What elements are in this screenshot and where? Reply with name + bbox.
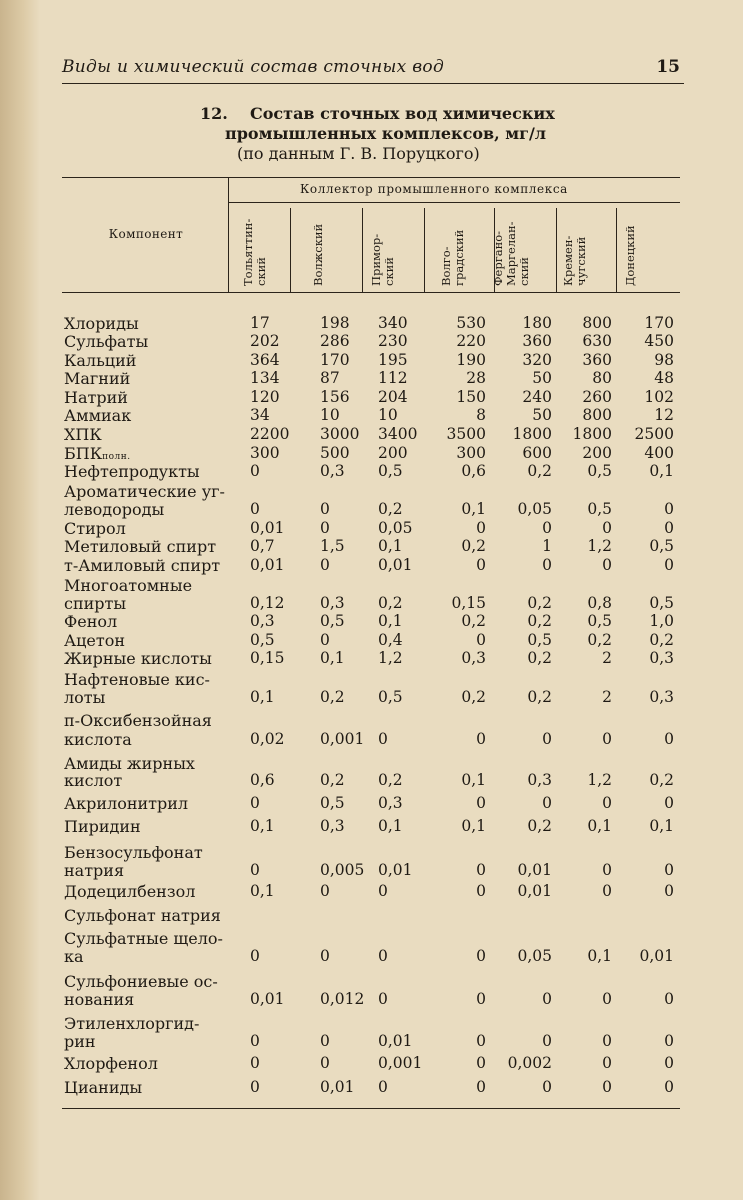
table-cell: 0,3 bbox=[320, 462, 345, 480]
table-cell: 0,01 bbox=[517, 861, 552, 879]
table-cell: 0,1 bbox=[587, 817, 612, 835]
table-cell: 0,05 bbox=[378, 519, 413, 537]
table-cell: 0,1 bbox=[250, 817, 275, 835]
table-cell: 0,5 bbox=[649, 537, 674, 555]
table-cell: 2 bbox=[602, 649, 612, 667]
table-cell: 0,1 bbox=[378, 817, 403, 835]
table-cell: 0,2 bbox=[461, 612, 486, 630]
table-cell: 0,15 bbox=[451, 594, 486, 612]
table-cell: 340 bbox=[378, 314, 408, 332]
row-label: Этиленхлоргид- bbox=[64, 1014, 200, 1033]
table-cell: 0,2 bbox=[320, 771, 345, 789]
caption-line-1: Состав сточных вод химических bbox=[250, 104, 555, 123]
column-header bbox=[488, 210, 542, 288]
row-label: Додецилбензол bbox=[64, 882, 196, 901]
header-bottom-rule bbox=[62, 292, 680, 293]
table-cell: 1 bbox=[542, 537, 552, 555]
table-cell: 0,4 bbox=[378, 631, 403, 649]
table-cell: 0,15 bbox=[250, 649, 285, 667]
table-cell: 195 bbox=[378, 351, 408, 369]
table-cell: 300 bbox=[250, 444, 280, 462]
table-cell: 0,5 bbox=[320, 612, 345, 630]
table-cell: 0 bbox=[602, 882, 612, 900]
table-cell: 0,2 bbox=[649, 631, 674, 649]
table-cell: 0 bbox=[664, 794, 674, 812]
table-cell: 0,1 bbox=[320, 649, 345, 667]
table-cell: 360 bbox=[522, 332, 552, 350]
column-header-line: ский bbox=[517, 257, 531, 286]
table-cell: 0 bbox=[320, 1032, 330, 1050]
table-cell: 0,5 bbox=[320, 794, 345, 812]
row-label: Сульфонат натрия bbox=[64, 906, 221, 925]
table-cell: 1,5 bbox=[320, 537, 345, 555]
table-cell: 2500 bbox=[634, 425, 674, 443]
row-label: Многоатомные bbox=[64, 576, 193, 595]
table-cell: 0 bbox=[542, 1078, 552, 1096]
table-cell: 260 bbox=[582, 388, 612, 406]
table-cell: 0 bbox=[602, 730, 612, 748]
table-cell: 1,2 bbox=[587, 537, 612, 555]
table-cell: 0,2 bbox=[587, 631, 612, 649]
table-cell: 364 bbox=[250, 351, 280, 369]
column-divider bbox=[616, 208, 617, 292]
table-cell: 87 bbox=[320, 369, 340, 387]
table-cell: 0,01 bbox=[320, 1078, 355, 1096]
table-cell: 0 bbox=[602, 1078, 612, 1096]
table-cell: 0 bbox=[476, 882, 486, 900]
table-cell: 0 bbox=[250, 500, 260, 518]
table-cell: 204 bbox=[378, 388, 408, 406]
table-cell: 0,2 bbox=[527, 817, 552, 835]
table-cell: 0,1 bbox=[250, 882, 275, 900]
table-cell: 3500 bbox=[446, 425, 486, 443]
table-cell: 0,01 bbox=[517, 882, 552, 900]
table-cell: 0,01 bbox=[378, 556, 413, 574]
table-cell: 0 bbox=[476, 556, 486, 574]
row-label: Нафтеновые кис- bbox=[64, 670, 210, 689]
column-divider bbox=[556, 208, 557, 292]
table-cell: 0,3 bbox=[527, 771, 552, 789]
table-cell: 0,02 bbox=[250, 730, 285, 748]
row-label: ка bbox=[64, 947, 84, 966]
row-label-subscript: полн. bbox=[102, 452, 131, 462]
row-label: Метиловый спирт bbox=[64, 537, 217, 556]
row-label: БПКполн. bbox=[64, 444, 131, 463]
table-cell: 170 bbox=[644, 314, 674, 332]
table-cell: 0,5 bbox=[378, 688, 403, 706]
table-cell: 0 bbox=[476, 730, 486, 748]
table-cell: 0 bbox=[250, 1054, 260, 1072]
row-label: кислот bbox=[64, 771, 123, 790]
table-cell: 0 bbox=[476, 519, 486, 537]
table-cell: 190 bbox=[456, 351, 486, 369]
table-cell: 400 bbox=[644, 444, 674, 462]
table-cell: 0 bbox=[602, 1054, 612, 1072]
table-cell: 0,1 bbox=[461, 500, 486, 518]
table-cell: 0,5 bbox=[587, 612, 612, 630]
table-number: 12. bbox=[200, 104, 228, 123]
column-header bbox=[620, 210, 674, 288]
table-cell: 34 bbox=[250, 406, 270, 424]
table-cell: 0 bbox=[250, 947, 260, 965]
column-header-line: Донецкий bbox=[623, 225, 637, 286]
row-label: ХПК bbox=[64, 425, 102, 444]
page-number: 15 bbox=[656, 57, 680, 77]
caption-line-2: промышленных комплексов, мг/л bbox=[225, 124, 547, 143]
column-header-line: Тольяттин- bbox=[241, 218, 255, 286]
table-cell: 200 bbox=[378, 444, 408, 462]
row-label: Кальций bbox=[64, 351, 137, 370]
table-cell: 0 bbox=[378, 882, 388, 900]
column-header-line: Кремен- bbox=[561, 235, 575, 286]
table-cell: 1800 bbox=[512, 425, 552, 443]
table-cell: 0,12 bbox=[250, 594, 285, 612]
table-cell: 0 bbox=[476, 1032, 486, 1050]
table-cell: 0,2 bbox=[461, 537, 486, 555]
table-cell: 0 bbox=[664, 861, 674, 879]
stub-column-divider bbox=[228, 177, 229, 293]
table-cell: 0 bbox=[664, 990, 674, 1008]
table-cell: 0 bbox=[250, 1078, 260, 1096]
table-cell: 50 bbox=[532, 369, 552, 387]
table-cell: 0 bbox=[250, 861, 260, 879]
row-label: т-Амиловый спирт bbox=[64, 556, 221, 575]
table-cell: 0 bbox=[320, 947, 330, 965]
row-label: Аммиак bbox=[64, 406, 132, 425]
row-label: Бензосульфонат bbox=[64, 843, 203, 862]
table-cell: 0,3 bbox=[649, 649, 674, 667]
table-cell: 2200 bbox=[250, 425, 290, 443]
table-cell: 0 bbox=[320, 500, 330, 518]
table-cell: 0,2 bbox=[527, 649, 552, 667]
column-header-line: ский bbox=[382, 257, 396, 286]
row-label: Сульфатные щело- bbox=[64, 929, 223, 948]
caption-source: (по данным Г. В. Поруцкого) bbox=[237, 144, 480, 163]
table-cell: 0,3 bbox=[250, 612, 275, 630]
table-cell: 3400 bbox=[378, 425, 418, 443]
row-label: Магний bbox=[64, 369, 131, 388]
table-cell: 0 bbox=[476, 1078, 486, 1096]
table-cell: 0,2 bbox=[649, 771, 674, 789]
table-cell: 102 bbox=[644, 388, 674, 406]
table-cell: 0,001 bbox=[320, 730, 365, 748]
table-cell: 0,01 bbox=[250, 519, 285, 537]
table-cell: 450 bbox=[644, 332, 674, 350]
row-label: Стирол bbox=[64, 519, 126, 538]
column-header-line: Примор- bbox=[369, 233, 383, 286]
table-cell: 0 bbox=[542, 990, 552, 1008]
table-cell: 0 bbox=[320, 556, 330, 574]
table-cell: 0,005 bbox=[320, 861, 365, 879]
table-cell: 0,2 bbox=[461, 688, 486, 706]
collector-group-header: Коллектор промышленного комплекса bbox=[300, 182, 568, 196]
table-bottom-rule bbox=[62, 1108, 680, 1109]
table-cell: 0 bbox=[476, 990, 486, 1008]
row-label: леводороды bbox=[64, 500, 165, 519]
running-title: Виды и химический состав сточных вод bbox=[62, 57, 445, 77]
table-cell: 0 bbox=[320, 631, 330, 649]
table-cell: 0 bbox=[602, 794, 612, 812]
column-header-line: градский bbox=[452, 229, 466, 286]
table-cell: 0,001 bbox=[378, 1054, 423, 1072]
row-label: Жирные кислоты bbox=[64, 649, 212, 668]
table-cell: 0 bbox=[664, 1054, 674, 1072]
table-cell: 0,01 bbox=[639, 947, 674, 965]
table-cell: 0,8 bbox=[587, 594, 612, 612]
table-cell: 170 bbox=[320, 351, 350, 369]
table-cell: 800 bbox=[582, 314, 612, 332]
table-cell: 0,5 bbox=[378, 462, 403, 480]
table-cell: 0 bbox=[664, 730, 674, 748]
table-cell: 800 bbox=[582, 406, 612, 424]
table-cell: 0 bbox=[542, 1032, 552, 1050]
table-cell: 0 bbox=[320, 1054, 330, 1072]
table-cell: 10 bbox=[378, 406, 398, 424]
page-binding-shadow bbox=[0, 0, 40, 1200]
table-cell: 530 bbox=[456, 314, 486, 332]
table-cell: 0 bbox=[602, 861, 612, 879]
table-cell: 0,1 bbox=[461, 771, 486, 789]
table-cell: 0,1 bbox=[649, 462, 674, 480]
column-header bbox=[308, 210, 362, 288]
table-cell: 120 bbox=[250, 388, 280, 406]
table-cell: 0 bbox=[250, 794, 260, 812]
table-cell: 0,05 bbox=[517, 947, 552, 965]
row-label: Ацетон bbox=[64, 631, 126, 650]
table-cell: 0 bbox=[250, 462, 260, 480]
table-cell: 156 bbox=[320, 388, 350, 406]
table-cell: 0,05 bbox=[517, 500, 552, 518]
table-cell: 0 bbox=[602, 990, 612, 1008]
column-divider bbox=[362, 208, 363, 292]
row-label: Пиридин bbox=[64, 817, 141, 836]
table-cell: 0,2 bbox=[527, 612, 552, 630]
table-cell: 0 bbox=[542, 519, 552, 537]
column-header-line: чугский bbox=[574, 236, 588, 286]
table-cell: 0 bbox=[378, 947, 388, 965]
row-label: Амиды жирных bbox=[64, 754, 195, 773]
table-cell: 0,5 bbox=[587, 462, 612, 480]
table-cell: 8 bbox=[476, 406, 486, 424]
table-cell: 0,3 bbox=[649, 688, 674, 706]
table-cell: 0 bbox=[602, 519, 612, 537]
table-cell: 0,01 bbox=[250, 990, 285, 1008]
table-cell: 0,3 bbox=[320, 817, 345, 835]
table-cell: 0,5 bbox=[250, 631, 275, 649]
table-cell: 3000 bbox=[320, 425, 360, 443]
table-cell: 17 bbox=[250, 314, 270, 332]
table-cell: 0 bbox=[602, 556, 612, 574]
table-cell: 0,7 bbox=[250, 537, 275, 555]
column-header-line: Волго- bbox=[439, 246, 453, 286]
column-header bbox=[436, 210, 490, 288]
table-cell: 0 bbox=[664, 519, 674, 537]
table-cell: 1,2 bbox=[587, 771, 612, 789]
column-header bbox=[238, 210, 292, 288]
table-cell: 240 bbox=[522, 388, 552, 406]
row-label: Сульфаты bbox=[64, 332, 149, 351]
table-cell: 0 bbox=[476, 861, 486, 879]
column-header bbox=[558, 210, 612, 288]
table-cell: 0 bbox=[664, 882, 674, 900]
row-label: нования bbox=[64, 990, 135, 1009]
table-cell: 0,2 bbox=[320, 688, 345, 706]
table-cell: 0 bbox=[320, 519, 330, 537]
table-cell: 10 bbox=[320, 406, 340, 424]
table-cell: 0,002 bbox=[507, 1054, 552, 1072]
component-column-header: Компонент bbox=[108, 227, 184, 241]
table-cell: 0 bbox=[476, 1054, 486, 1072]
table-cell: 0 bbox=[250, 1032, 260, 1050]
column-header bbox=[366, 210, 420, 288]
row-label: рин bbox=[64, 1032, 96, 1051]
table-cell: 0,2 bbox=[527, 462, 552, 480]
table-cell: 0,3 bbox=[320, 594, 345, 612]
table-cell: 0,6 bbox=[461, 462, 486, 480]
table-cell: 0,5 bbox=[649, 594, 674, 612]
table-cell: 180 bbox=[522, 314, 552, 332]
table-cell: 0 bbox=[664, 1032, 674, 1050]
table-cell: 0 bbox=[542, 730, 552, 748]
table-cell: 360 bbox=[582, 351, 612, 369]
row-label: лоты bbox=[64, 688, 106, 707]
row-label: Хлориды bbox=[64, 314, 139, 333]
row-label: натрия bbox=[64, 861, 125, 880]
table-cell: 200 bbox=[582, 444, 612, 462]
row-label: кислота bbox=[64, 730, 132, 749]
table-cell: 0,1 bbox=[250, 688, 275, 706]
table-cell: 0,01 bbox=[378, 861, 413, 879]
column-header-line: Волжский bbox=[311, 223, 325, 286]
table-cell: 0,2 bbox=[527, 688, 552, 706]
column-header-line: Маргелан- bbox=[504, 221, 518, 286]
table-cell: 0,5 bbox=[587, 500, 612, 518]
table-cell: 1,0 bbox=[649, 612, 674, 630]
column-header-line: ский bbox=[254, 257, 268, 286]
row-label: Акрилонитрил bbox=[64, 794, 189, 813]
table-cell: 0 bbox=[476, 947, 486, 965]
table-cell: 0,2 bbox=[378, 771, 403, 789]
table-cell: 0 bbox=[664, 500, 674, 518]
row-label: Хлорфенол bbox=[64, 1054, 158, 1073]
table-top-rule bbox=[62, 177, 680, 178]
table-cell: 220 bbox=[456, 332, 486, 350]
row-label: Цианиды bbox=[64, 1078, 143, 1097]
table-cell: 0 bbox=[320, 882, 330, 900]
table-cell: 500 bbox=[320, 444, 350, 462]
table-cell: 0 bbox=[476, 631, 486, 649]
row-label: п-Оксибензойная bbox=[64, 711, 212, 730]
table-cell: 0 bbox=[378, 1078, 388, 1096]
table-cell: 12 bbox=[654, 406, 674, 424]
row-label: Сульфониевые ос- bbox=[64, 972, 218, 991]
row-label: Натрий bbox=[64, 388, 128, 407]
table-cell: 0,012 bbox=[320, 990, 365, 1008]
table-cell: 600 bbox=[522, 444, 552, 462]
table-cell: 0,6 bbox=[250, 771, 275, 789]
column-divider bbox=[424, 208, 425, 292]
table-cell: 0,1 bbox=[461, 817, 486, 835]
table-cell: 0,1 bbox=[649, 817, 674, 835]
table-cell: 80 bbox=[592, 369, 612, 387]
table-cell: 198 bbox=[320, 314, 350, 332]
table-cell: 0,2 bbox=[378, 594, 403, 612]
table-cell: 2 bbox=[602, 688, 612, 706]
table-cell: 28 bbox=[466, 369, 486, 387]
table-cell: 230 bbox=[378, 332, 408, 350]
table-cell: 0 bbox=[378, 730, 388, 748]
row-label: Фенол bbox=[64, 612, 118, 631]
table-cell: 0,2 bbox=[378, 500, 403, 518]
table-cell: 202 bbox=[250, 332, 280, 350]
row-label: Ароматические уг- bbox=[64, 482, 225, 501]
table-cell: 0,01 bbox=[250, 556, 285, 574]
table-cell: 630 bbox=[582, 332, 612, 350]
table-cell: 98 bbox=[654, 351, 674, 369]
table-cell: 0 bbox=[378, 990, 388, 1008]
table-cell: 0,3 bbox=[378, 794, 403, 812]
table-cell: 0 bbox=[476, 794, 486, 812]
table-cell: 0,1 bbox=[378, 537, 403, 555]
table-cell: 1,2 bbox=[378, 649, 403, 667]
row-label: Нефтепродукты bbox=[64, 462, 200, 481]
table-cell: 112 bbox=[378, 369, 408, 387]
table-cell: 50 bbox=[532, 406, 552, 424]
table-cell: 286 bbox=[320, 332, 350, 350]
table-cell: 150 bbox=[456, 388, 486, 406]
table-cell: 134 bbox=[250, 369, 280, 387]
table-cell: 320 bbox=[522, 351, 552, 369]
table-cell: 0 bbox=[664, 1078, 674, 1096]
row-label: спирты bbox=[64, 594, 127, 613]
table-cell: 0,1 bbox=[378, 612, 403, 630]
table-cell: 300 bbox=[456, 444, 486, 462]
table-cell: 1800 bbox=[572, 425, 612, 443]
table-cell: 0 bbox=[542, 794, 552, 812]
group-header-rule bbox=[228, 202, 680, 203]
table-cell: 0 bbox=[664, 556, 674, 574]
table-cell: 0 bbox=[542, 556, 552, 574]
table-cell: 48 bbox=[654, 369, 674, 387]
table-cell: 0,3 bbox=[461, 649, 486, 667]
column-header-line: Фергано- bbox=[491, 230, 505, 286]
running-header bbox=[62, 57, 684, 84]
table-cell: 0,2 bbox=[527, 594, 552, 612]
table-cell: 0 bbox=[602, 1032, 612, 1050]
table-cell: 0,01 bbox=[378, 1032, 413, 1050]
table-cell: 0,5 bbox=[527, 631, 552, 649]
table-cell: 0,1 bbox=[587, 947, 612, 965]
